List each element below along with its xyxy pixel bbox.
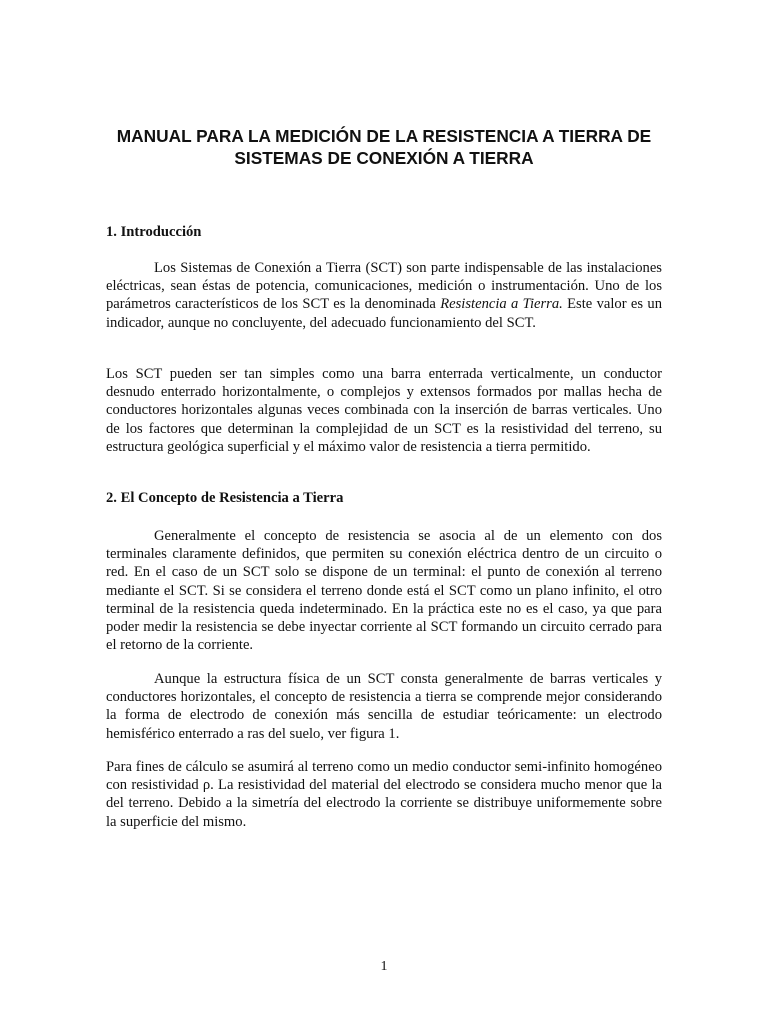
title-line-2: SISTEMAS DE CONEXIÓN A TIERRA (234, 148, 534, 168)
page-number: 1 (380, 959, 388, 974)
section-heading-concepto: 2. El Concepto de Resistencia a Tierra (106, 490, 344, 506)
paragraph-intro-2: Los SCT pueden ser tan simples como una barra enterrada verticalmente, un conductor desnudo enterrado horizontalmente, o complejos y extensos formados por mallas hecha de conductores horizontales algunas veces combinada con la inserción de barras verticales. Uno de los factores que determinan la complejidad de un SCT es la resistividad del terreno, su estructura geológica superficial y el máximo valor de resistencia a tierra permitido. (106, 366, 662, 455)
paragraph-concepto-1: Generalmente el concepto de resistencia se asocia al de un elemento con dos terminales claramente definidos, que permiten su conexión eléctrica dentro de un circuito o red. En el caso de un SCT solo se dispone de un terminal: el punto de conexión al terreno mediante el SCT. Si se considera el terreno donde está el SCT como un plano infinito, el otro terminal de la resistencia queda indeterminado. En la práctica este no es el caso, ya que para poder medir la resistencia se debe inyectar corriente al SCT formando un circuito cerrado para el retorno de la corriente. (106, 528, 662, 654)
document-title (100, 125, 668, 169)
section-heading-introduccion: 1. Introducción (106, 224, 202, 240)
paragraph-intro-1-text-a: Los Sistemas de Conexión a Tierra (SCT) son parte indispensable de las instalaciones eléctricas, sean éstas de potencia, comunicaciones, medición o instrumentación. Uno de los parámetros característicos de los SCT es la denominada (106, 260, 662, 313)
paragraph-intro-1-italic: Resistencia a Tierra. (440, 296, 563, 313)
paragraph-concepto-2: Aunque la estructura física de un SCT consta generalmente de barras verticales y conductores horizontales, el concepto de resistencia a tierra se comprende mejor considerando la forma de electrodo de conexión más sencilla de estudiar teóricamente: un electrodo hemisférico enterrado a ras del suelo, ver figura 1. (106, 671, 662, 742)
paragraph-concepto-3: Para fines de cálculo se asumirá al terreno como un medio conductor semi-infinito homogéneo con resistividad ρ. La resistividad del material del electrodo se considera mucho menor que la del terreno. Debido a la simetría del electrodo la corriente se distribuye uniformemente sobre la superficie del mismo. (106, 759, 662, 830)
title-line-1: MANUAL PARA LA MEDICIÓN DE LA RESISTENCIA A TIERRA DE (116, 126, 652, 146)
paragraph-intro-1-text-b: Este valor es un indicador, aunque no concluyente, del adecuado funcionamiento del SCT. (106, 296, 662, 331)
paragraph-intro-1 (106, 259, 662, 332)
